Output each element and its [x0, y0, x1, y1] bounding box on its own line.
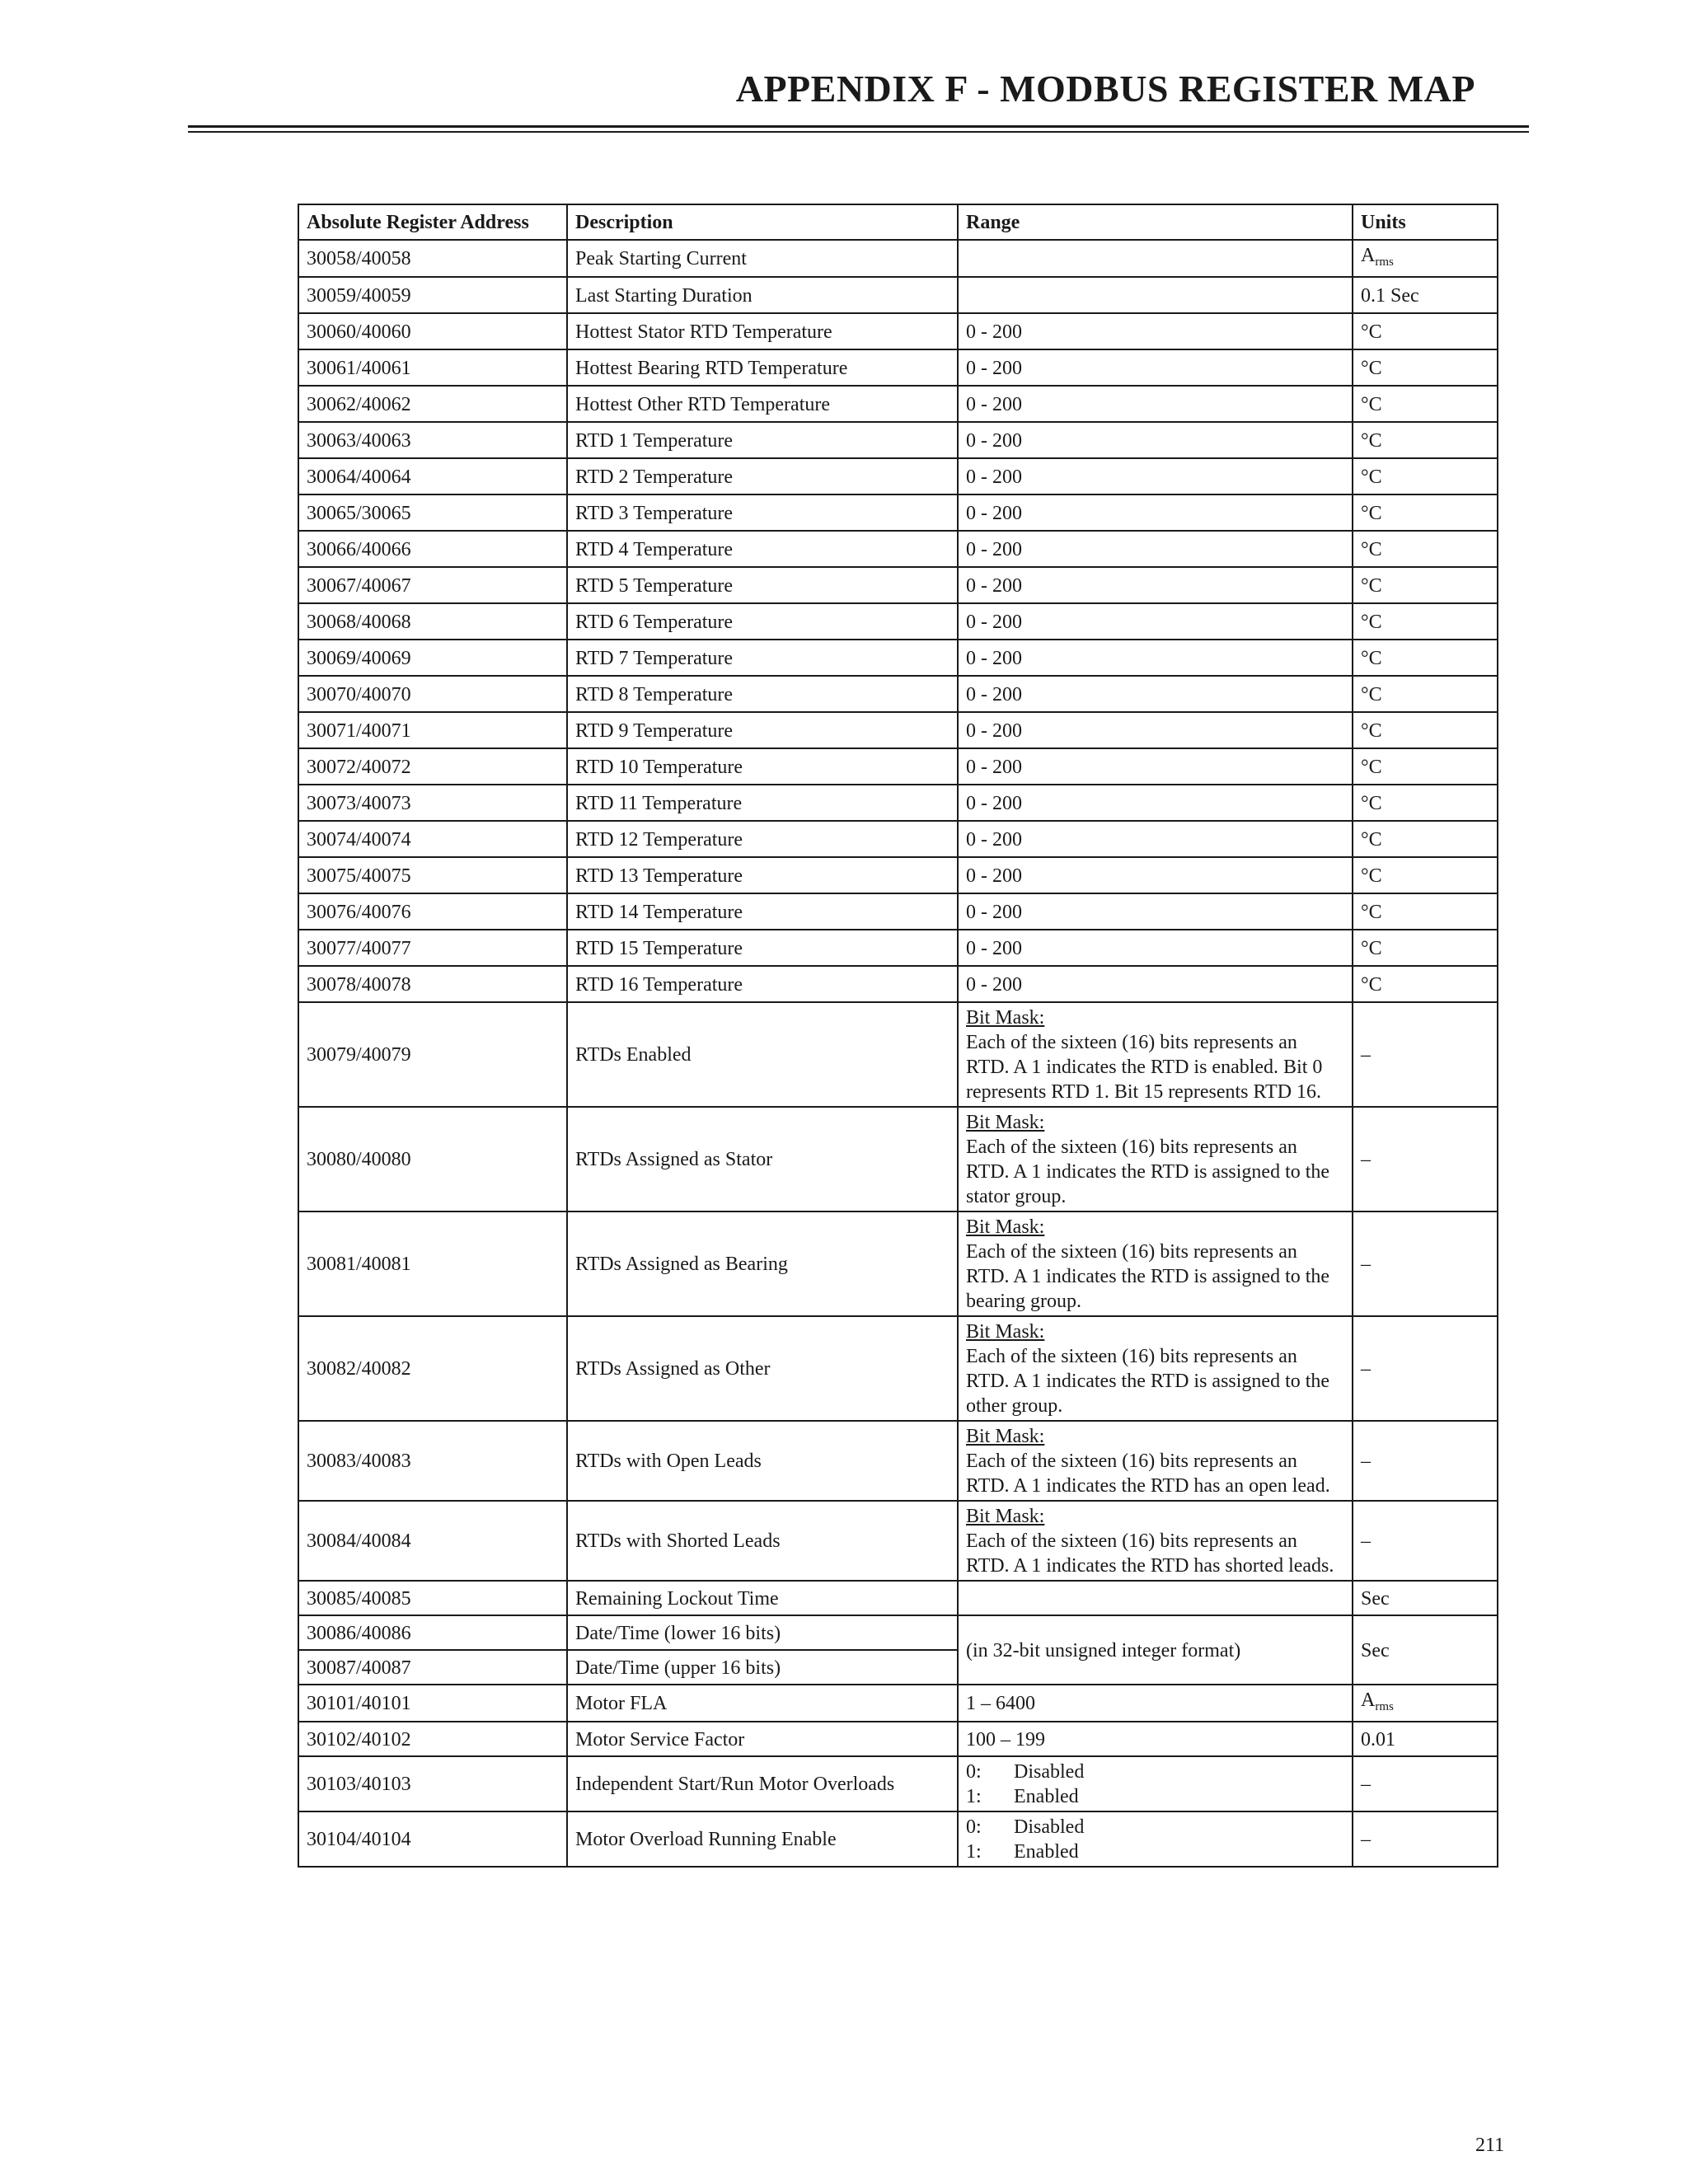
units-main: °C: [1361, 357, 1382, 379]
address-cell: 30065/30065: [298, 494, 567, 531]
description-cell: Date/Time (upper 16 bits): [567, 1650, 958, 1685]
address-cell: 30079/40079: [298, 1002, 567, 1107]
units-cell: [1353, 930, 1498, 966]
option-code: 0:: [966, 1761, 982, 1783]
bit-mask-description: Each of the sixteen (16) bits represents an RTD. A 1 indicates the RTD has shorted leads.: [966, 1530, 1334, 1577]
units-cell: 0.01: [1353, 1722, 1498, 1756]
address-cell: 30104/40104: [298, 1811, 567, 1867]
units-main: °C: [1361, 828, 1382, 851]
description-cell: RTD 1 Temperature: [567, 422, 958, 458]
range-cell: 1 – 6400: [958, 1685, 1353, 1722]
range-cell: [958, 1581, 1353, 1615]
table-row: [298, 1501, 1498, 1581]
units-cell: [1353, 603, 1498, 640]
table-row: [298, 676, 1498, 712]
description-cell: Peak Starting Current: [567, 240, 958, 277]
address-cell: 30103/40103: [298, 1756, 567, 1811]
table-row: [298, 893, 1498, 930]
option-line: [966, 1760, 1344, 1784]
units-main: °C: [1361, 792, 1382, 814]
bit-mask-label: Bit Mask:: [966, 1426, 1045, 1447]
option-code: 0:: [966, 1816, 982, 1838]
range-cell: 0 - 200: [958, 531, 1353, 567]
address-cell: 30083/40083: [298, 1421, 567, 1501]
units-main: °C: [1361, 538, 1382, 560]
table-row: [298, 1581, 1498, 1615]
option-code: 1:: [966, 1786, 982, 1807]
option-line: [966, 1815, 1344, 1840]
range-cell: 100 – 199: [958, 1722, 1353, 1756]
bit-mask-label: Bit Mask:: [966, 1321, 1045, 1343]
description-cell: RTD 13 Temperature: [567, 857, 958, 893]
units-cell: –: [1353, 1002, 1498, 1107]
table-row: [298, 966, 1498, 1002]
description-cell: RTD 2 Temperature: [567, 458, 958, 494]
bit-mask-description: Each of the sixteen (16) bits represents an RTD. A 1 indicates the RTD is assigned to the stator group.: [966, 1137, 1330, 1207]
description-cell: Motor FLA: [567, 1685, 958, 1722]
address-cell: 30067/40067: [298, 567, 567, 603]
range-cell: 0 - 200: [958, 785, 1353, 821]
table-row: [298, 930, 1498, 966]
description-cell: Motor Overload Running Enable: [567, 1811, 958, 1867]
range-cell: (in 32-bit unsigned integer format): [958, 1615, 1353, 1685]
address-cell: 30066/40066: [298, 531, 567, 567]
description-cell: RTD 8 Temperature: [567, 676, 958, 712]
range-cell: [958, 1212, 1353, 1316]
modbus-register-table: [298, 204, 1498, 1868]
description-cell: RTDs Assigned as Bearing: [567, 1212, 958, 1316]
header-rule-bottom: [188, 131, 1529, 133]
address-cell: 30075/40075: [298, 857, 567, 893]
table-row: [298, 1756, 1498, 1811]
description-cell: Hottest Bearing RTD Temperature: [567, 349, 958, 386]
units-cell: [1353, 893, 1498, 930]
option-label: Disabled: [1014, 1761, 1085, 1783]
table-row: [298, 240, 1498, 277]
units-cell: –: [1353, 1107, 1498, 1212]
table-row: [298, 1722, 1498, 1756]
units-cell: [1353, 277, 1498, 313]
address-cell: 30058/40058: [298, 240, 567, 277]
range-cell: [958, 1002, 1353, 1107]
range-cell: 0 - 200: [958, 386, 1353, 422]
header-rule-top: [188, 125, 1529, 128]
option-line: [966, 1840, 1344, 1864]
units-main: °C: [1361, 756, 1382, 778]
bit-mask-description: Each of the sixteen (16) bits represents an RTD. A 1 indicates the RTD is enabled. Bit 0 represents RTD 1. Bit 15 represents RTD 16.: [966, 1032, 1323, 1103]
units-subscript: rms: [1375, 1700, 1394, 1713]
description-cell: RTD 12 Temperature: [567, 821, 958, 857]
range-cell: 0 - 200: [958, 313, 1353, 349]
range-cell: 0 - 200: [958, 422, 1353, 458]
column-header-units: Units: [1353, 204, 1498, 240]
table-row: [298, 857, 1498, 893]
address-cell: 30102/40102: [298, 1722, 567, 1756]
description-cell: RTD 4 Temperature: [567, 531, 958, 567]
range-cell: 0 - 200: [958, 349, 1353, 386]
units-main: °C: [1361, 321, 1382, 343]
address-cell: 30069/40069: [298, 640, 567, 676]
table-row: [298, 1002, 1498, 1107]
units-cell: [1353, 349, 1498, 386]
address-cell: 30061/40061: [298, 349, 567, 386]
range-cell: 0 - 200: [958, 458, 1353, 494]
description-cell: RTD 15 Temperature: [567, 930, 958, 966]
units-main: A: [1361, 1690, 1376, 1711]
range-cell: 0 - 200: [958, 676, 1353, 712]
address-cell: 30101/40101: [298, 1685, 567, 1722]
address-cell: 30076/40076: [298, 893, 567, 930]
address-cell: 30072/40072: [298, 748, 567, 785]
description-cell: Remaining Lockout Time: [567, 1581, 958, 1615]
range-cell: 0 - 200: [958, 893, 1353, 930]
table-row: [298, 1212, 1498, 1316]
units-main: °C: [1361, 611, 1382, 633]
address-cell: 30071/40071: [298, 712, 567, 748]
range-cell: [958, 1107, 1353, 1212]
units-main: A: [1361, 245, 1376, 266]
units-cell: [1353, 313, 1498, 349]
description-cell: RTDs with Shorted Leads: [567, 1501, 958, 1581]
range-cell: 0 - 200: [958, 712, 1353, 748]
table-row: [298, 458, 1498, 494]
units-main: 0.1 Sec: [1361, 284, 1419, 307]
table-row: [298, 422, 1498, 458]
address-cell: 30064/40064: [298, 458, 567, 494]
units-cell: [1353, 676, 1498, 712]
range-cell: [958, 1811, 1353, 1867]
address-cell: 30085/40085: [298, 1581, 567, 1615]
range-cell: 0 - 200: [958, 748, 1353, 785]
address-cell: 30081/40081: [298, 1212, 567, 1316]
units-cell: [1353, 494, 1498, 531]
option-code: 1:: [966, 1841, 982, 1863]
units-cell: [1353, 567, 1498, 603]
option-label: Disabled: [1014, 1816, 1085, 1838]
address-cell: 30077/40077: [298, 930, 567, 966]
units-main: °C: [1361, 683, 1382, 705]
description-cell: RTD 5 Temperature: [567, 567, 958, 603]
units-main: °C: [1361, 647, 1382, 669]
range-cell: [958, 1756, 1353, 1811]
units-cell: –: [1353, 1316, 1498, 1421]
table-row: [298, 1421, 1498, 1501]
option-label: Enabled: [1014, 1786, 1079, 1807]
table-row: [298, 494, 1498, 531]
range-cell: [958, 240, 1353, 277]
units-main: °C: [1361, 865, 1382, 887]
description-cell: RTD 14 Temperature: [567, 893, 958, 930]
units-cell: –: [1353, 1501, 1498, 1581]
address-cell: 30059/40059: [298, 277, 567, 313]
description-cell: RTDs Assigned as Other: [567, 1316, 958, 1421]
units-cell: –: [1353, 1756, 1498, 1811]
range-cell: [958, 1316, 1353, 1421]
units-cell: [1353, 821, 1498, 857]
bit-mask-description: Each of the sixteen (16) bits represents an RTD. A 1 indicates the RTD has an open lead.: [966, 1451, 1330, 1497]
address-cell: 30060/40060: [298, 313, 567, 349]
range-cell: 0 - 200: [958, 857, 1353, 893]
table-row: [298, 531, 1498, 567]
units-cell: Sec: [1353, 1615, 1498, 1685]
units-cell: [1353, 1685, 1498, 1722]
range-cell: 0 - 200: [958, 930, 1353, 966]
description-cell: Last Starting Duration: [567, 277, 958, 313]
units-cell: [1353, 785, 1498, 821]
table-row: [298, 1811, 1498, 1867]
column-header-address: Absolute Register Address: [298, 204, 567, 240]
units-main: °C: [1361, 429, 1382, 452]
bit-mask-description: Each of the sixteen (16) bits represents an RTD. A 1 indicates the RTD is assigned to the bearing group.: [966, 1241, 1330, 1312]
range-cell: 0 - 200: [958, 567, 1353, 603]
range-cell: 0 - 200: [958, 603, 1353, 640]
range-cell: [958, 277, 1353, 313]
description-cell: Independent Start/Run Motor Overloads: [567, 1756, 958, 1811]
table-row: [298, 748, 1498, 785]
table-row: [298, 386, 1498, 422]
description-cell: Motor Service Factor: [567, 1722, 958, 1756]
description-cell: RTDs Enabled: [567, 1002, 958, 1107]
units-main: °C: [1361, 393, 1382, 415]
address-cell: 30063/40063: [298, 422, 567, 458]
range-cell: 0 - 200: [958, 494, 1353, 531]
units-cell: [1353, 640, 1498, 676]
table-row: [298, 603, 1498, 640]
units-cell: [1353, 857, 1498, 893]
description-cell: RTDs Assigned as Stator: [567, 1107, 958, 1212]
units-main: °C: [1361, 574, 1382, 597]
units-main: °C: [1361, 901, 1382, 923]
description-cell: Hottest Stator RTD Temperature: [567, 313, 958, 349]
description-cell: RTD 16 Temperature: [567, 966, 958, 1002]
units-cell: [1353, 748, 1498, 785]
units-main: °C: [1361, 719, 1382, 742]
address-cell: 30062/40062: [298, 386, 567, 422]
units-cell: –: [1353, 1421, 1498, 1501]
option-label: Enabled: [1014, 1841, 1079, 1863]
address-cell: 30086/40086: [298, 1615, 567, 1650]
units-main: °C: [1361, 973, 1382, 996]
address-cell: 30082/40082: [298, 1316, 567, 1421]
table-row: [298, 1316, 1498, 1421]
units-subscript: rms: [1375, 255, 1394, 269]
range-cell: 0 - 200: [958, 966, 1353, 1002]
range-cell: [958, 1421, 1353, 1501]
address-cell: 30080/40080: [298, 1107, 567, 1212]
table-row: [298, 277, 1498, 313]
units-main: °C: [1361, 466, 1382, 488]
description-cell: RTD 11 Temperature: [567, 785, 958, 821]
bit-mask-label: Bit Mask:: [966, 1216, 1045, 1238]
range-cell: 0 - 200: [958, 821, 1353, 857]
page-title: APPENDIX F - MODBUS REGISTER MAP: [735, 68, 1475, 110]
description-cell: RTD 9 Temperature: [567, 712, 958, 748]
description-cell: RTDs with Open Leads: [567, 1421, 958, 1501]
table-row: [298, 821, 1498, 857]
bit-mask-description: Each of the sixteen (16) bits represents an RTD. A 1 indicates the RTD is assigned to the other group.: [966, 1346, 1330, 1417]
address-cell: 30078/40078: [298, 966, 567, 1002]
bit-mask-label: Bit Mask:: [966, 1506, 1045, 1527]
units-cell: [1353, 422, 1498, 458]
address-cell: 30068/40068: [298, 603, 567, 640]
table-row: [298, 785, 1498, 821]
table-row: [298, 1107, 1498, 1212]
units-cell: [1353, 386, 1498, 422]
table-row: [298, 712, 1498, 748]
table-row: [298, 313, 1498, 349]
units-main: °C: [1361, 502, 1382, 524]
page-number: 211: [1475, 2135, 1505, 2156]
address-cell: 30084/40084: [298, 1501, 567, 1581]
units-cell: [1353, 531, 1498, 567]
units-cell: –: [1353, 1811, 1498, 1867]
units-cell: [1353, 458, 1498, 494]
bit-mask-label: Bit Mask:: [966, 1112, 1045, 1133]
range-cell: [958, 1501, 1353, 1581]
column-header-range: Range: [958, 204, 1353, 240]
description-cell: Date/Time (lower 16 bits): [567, 1615, 958, 1650]
bit-mask-label: Bit Mask:: [966, 1007, 1045, 1029]
table-row: [298, 567, 1498, 603]
units-main: °C: [1361, 937, 1382, 959]
units-cell: [1353, 712, 1498, 748]
table-row: [298, 1615, 1498, 1650]
option-line: [966, 1784, 1344, 1809]
address-cell: 30073/40073: [298, 785, 567, 821]
units-cell: –: [1353, 1212, 1498, 1316]
description-cell: RTD 10 Temperature: [567, 748, 958, 785]
table-header-row: [298, 204, 1498, 240]
address-cell: 30087/40087: [298, 1650, 567, 1685]
address-cell: 30070/40070: [298, 676, 567, 712]
table-row: [298, 1685, 1498, 1722]
units-cell: Sec: [1353, 1581, 1498, 1615]
description-cell: RTD 7 Temperature: [567, 640, 958, 676]
units-cell: [1353, 966, 1498, 1002]
description-cell: RTD 3 Temperature: [567, 494, 958, 531]
table-row: [298, 349, 1498, 386]
table-row: [298, 640, 1498, 676]
column-header-description: Description: [567, 204, 958, 240]
range-cell: 0 - 200: [958, 640, 1353, 676]
units-cell: [1353, 240, 1498, 277]
description-cell: Hottest Other RTD Temperature: [567, 386, 958, 422]
address-cell: 30074/40074: [298, 821, 567, 857]
description-cell: RTD 6 Temperature: [567, 603, 958, 640]
